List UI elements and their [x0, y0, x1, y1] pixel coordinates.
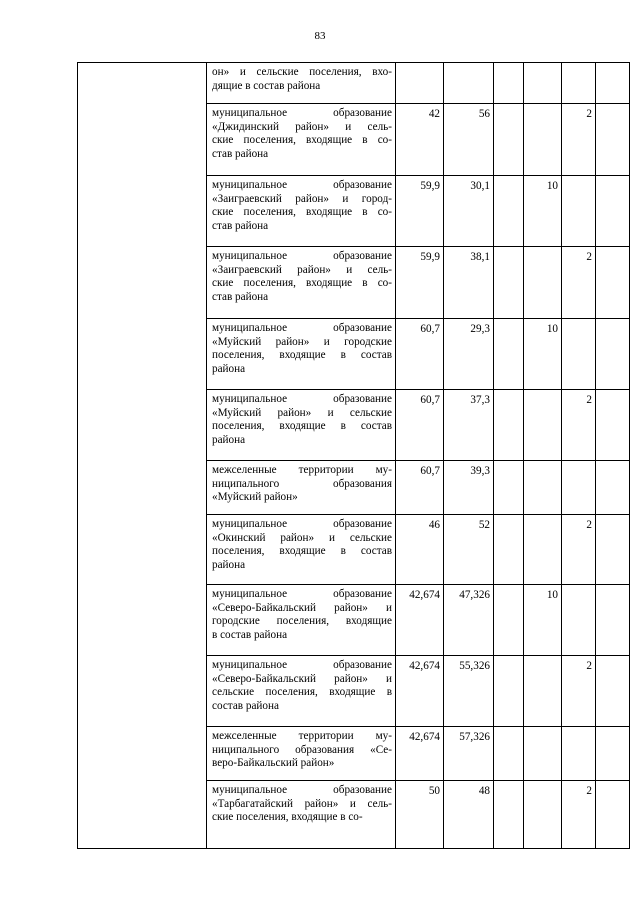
value-cell-6 [596, 104, 630, 176]
territory-name-line: ниципального образования «Се- [212, 743, 392, 756]
value-cell-2: 56 [444, 104, 494, 176]
value-cell-6 [596, 319, 630, 390]
territory-name-line: дящие в состав района [212, 79, 321, 92]
value-cell-2: 57,326 [444, 727, 494, 781]
group-cell [78, 63, 207, 849]
territory-name-line: сельские поселения, входящие в [212, 686, 392, 699]
territory-name-cell [207, 247, 396, 319]
territory-name-line: муниципальное образование [212, 659, 392, 671]
territory-name-line: «Муйский район» и сельские [212, 406, 392, 419]
value-cell-1: 60,7 [396, 461, 444, 515]
territory-name-line: межселенные территории му- [212, 464, 392, 476]
territory-name-line: муниципальное образование [212, 784, 392, 796]
territory-name-line: «Окинский район» и сельские [212, 531, 392, 544]
value-cell-1: 42 [396, 104, 444, 176]
value-cell-3 [494, 104, 524, 176]
budget-distribution-table [77, 62, 630, 849]
territory-name-line: ниципального образования [212, 477, 392, 490]
value-cell-4 [524, 104, 562, 176]
value-cell-3 [494, 390, 524, 461]
value-cell-2: 47,326 [444, 585, 494, 656]
value-cell-6 [596, 63, 630, 104]
territory-name-line: поселения, входящие в состав [212, 545, 392, 558]
territory-name-line: ские поселения, входящие в со- [212, 811, 363, 824]
value-cell-3 [494, 781, 524, 849]
value-cell-2: 37,3 [444, 390, 494, 461]
value-cell-1: 60,7 [396, 319, 444, 390]
territory-name-line: муниципальное образование [212, 179, 392, 191]
territory-name-line: веро-Байкальский район» [212, 757, 335, 770]
territory-name-line: муниципальное образование [212, 393, 392, 405]
value-cell-4 [524, 390, 562, 461]
territory-name-cell [207, 390, 396, 461]
value-cell-5: 2 [562, 390, 596, 461]
value-cell-1: 42,674 [396, 727, 444, 781]
value-cell-6 [596, 656, 630, 727]
territory-name-line: «Заиграевский район» и сель- [212, 263, 392, 276]
value-cell-5: 2 [562, 515, 596, 585]
territory-name-cell [207, 781, 396, 849]
territory-name-cell [207, 176, 396, 247]
value-cell-3 [494, 585, 524, 656]
territory-name-line: городские поселения, входящие [212, 615, 392, 628]
territory-name-cell [207, 104, 396, 176]
value-cell-3 [494, 727, 524, 781]
value-cell-6 [596, 727, 630, 781]
value-cell-2: 38,1 [444, 247, 494, 319]
value-cell-1: 59,9 [396, 247, 444, 319]
value-cell-3 [494, 247, 524, 319]
value-cell-3 [494, 515, 524, 585]
territory-name-line: поселения, входящие в состав [212, 420, 392, 433]
value-cell-1: 46 [396, 515, 444, 585]
value-cell-1: 50 [396, 781, 444, 849]
territory-name-line: «Северо-Байкальский район» и [212, 672, 392, 685]
territory-name-line: став района [212, 147, 269, 160]
territory-name-line: района [212, 362, 246, 375]
value-cell-6 [596, 247, 630, 319]
value-cell-1: 60,7 [396, 390, 444, 461]
territory-name-line: став района [212, 290, 269, 303]
value-cell-5 [562, 727, 596, 781]
value-cell-3 [494, 319, 524, 390]
value-cell-5 [562, 176, 596, 247]
territory-name-line: межселенные территории му- [212, 730, 392, 742]
value-cell-2: 48 [444, 781, 494, 849]
value-cell-4 [524, 515, 562, 585]
value-cell-5: 2 [562, 104, 596, 176]
value-cell-4 [524, 461, 562, 515]
territory-name-line: района [212, 558, 246, 571]
value-cell-4: 10 [524, 319, 562, 390]
value-cell-4: 10 [524, 585, 562, 656]
value-cell-4 [524, 63, 562, 104]
value-cell-2: 52 [444, 515, 494, 585]
territory-name-cell [207, 585, 396, 656]
value-cell-2 [444, 63, 494, 104]
value-cell-4 [524, 781, 562, 849]
territory-name-line: ские поселения, входящие в со- [212, 206, 392, 219]
value-cell-6 [596, 515, 630, 585]
value-cell-1: 42,674 [396, 585, 444, 656]
territory-name-line: «Муйский район» и городские [212, 335, 392, 348]
value-cell-5: 2 [562, 656, 596, 727]
value-cell-6 [596, 781, 630, 849]
territory-name-line: «Джидинский район» и сель- [212, 120, 392, 133]
value-cell-3 [494, 656, 524, 727]
territory-name-cell [207, 727, 396, 781]
value-cell-1: 42,674 [396, 656, 444, 727]
value-cell-6 [596, 390, 630, 461]
value-cell-6 [596, 585, 630, 656]
value-cell-5: 2 [562, 247, 596, 319]
value-cell-4 [524, 247, 562, 319]
territory-name-line: ские поселения, входящие в со- [212, 134, 392, 147]
territory-name-cell [207, 319, 396, 390]
territory-name-line: состав района [212, 699, 279, 712]
value-cell-6 [596, 176, 630, 247]
territory-name-line: муниципальное образование [212, 588, 392, 600]
territory-name-line: он» и сельские поселения, вхо- [212, 66, 392, 78]
territory-name-line: «Заиграевский район» и город- [212, 192, 392, 205]
territory-name-line: поселения, входящие в состав [212, 349, 392, 362]
territory-name-line: «Муйский район» [212, 491, 298, 504]
value-cell-3 [494, 63, 524, 104]
value-cell-3 [494, 176, 524, 247]
value-cell-5: 2 [562, 781, 596, 849]
value-cell-1: 59,9 [396, 176, 444, 247]
territory-name-line: став района [212, 219, 269, 232]
page-number: 83 [314, 30, 326, 42]
value-cell-5 [562, 461, 596, 515]
territory-name-line: «Северо-Байкальский район» и [212, 601, 392, 614]
territory-name-line: муниципальное образование [212, 107, 392, 119]
value-cell-6 [596, 461, 630, 515]
territory-name-line: муниципальное образование [212, 322, 392, 334]
value-cell-2: 55,326 [444, 656, 494, 727]
territory-name-line: «Тарбагатайский район» и сель- [212, 797, 392, 810]
territory-name-cell [207, 63, 396, 104]
value-cell-2: 30,1 [444, 176, 494, 247]
territory-name-cell [207, 515, 396, 585]
territory-name-cell [207, 461, 396, 515]
value-cell-4: 10 [524, 176, 562, 247]
value-cell-4 [524, 656, 562, 727]
value-cell-4 [524, 727, 562, 781]
territory-name-line: ские поселения, входящие в со- [212, 277, 392, 290]
value-cell-5 [562, 585, 596, 656]
value-cell-2: 29,3 [444, 319, 494, 390]
value-cell-2: 39,3 [444, 461, 494, 515]
value-cell-1 [396, 63, 444, 104]
value-cell-5 [562, 319, 596, 390]
table-row [78, 63, 630, 104]
territory-name-line: муниципальное образование [212, 518, 392, 530]
territory-name-line: района [212, 433, 246, 446]
territory-name-line: муниципальное образование [212, 250, 392, 262]
value-cell-3 [494, 461, 524, 515]
value-cell-5 [562, 63, 596, 104]
territory-name-cell [207, 656, 396, 727]
territory-name-line: в состав района [212, 628, 288, 641]
